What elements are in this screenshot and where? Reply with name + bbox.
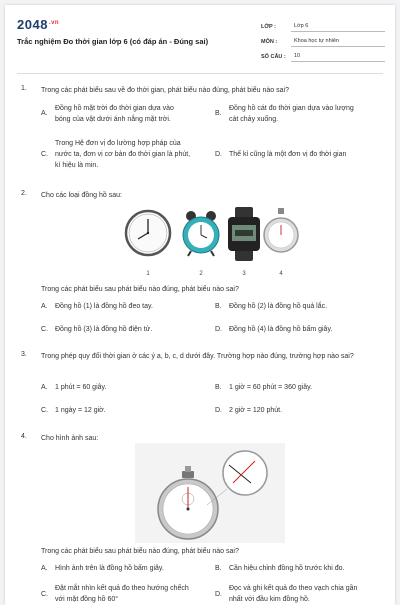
- option-text: 2 giờ = 120 phút.: [229, 407, 283, 414]
- clock-label-4: 4: [279, 271, 283, 277]
- option-text: Đồng hồ (1) là đồng hồ đeo tay.: [55, 303, 153, 310]
- wall-clock-icon: [126, 211, 170, 255]
- option-letter: D.: [215, 591, 222, 598]
- clocks-image: [115, 203, 315, 281]
- option-text: [229, 103, 379, 125]
- option-text: [55, 103, 205, 125]
- option-line: cát chảy xuống.: [229, 116, 279, 123]
- option-text: 1 giờ = 60 phút = 360 giây.: [229, 384, 313, 391]
- question-text: Cho các loại đồng hồ sau:: [41, 192, 122, 199]
- clock-label-3: 3: [242, 271, 246, 277]
- option-letter: A.: [41, 303, 48, 310]
- logo-text: 2048: [17, 17, 48, 32]
- meta-row-subject: [261, 32, 385, 47]
- option-text: Hình ảnh trên là đồng hồ bấm giây.: [55, 565, 164, 572]
- question-number: 2.: [21, 190, 27, 197]
- option-line: nhất với đầu kim đồng hồ.: [229, 596, 310, 603]
- option-text: [229, 583, 379, 605]
- option-text: [55, 138, 215, 171]
- question-text: Trong các phát biểu sau phát biểu nào đúng, phát biểu nào sai?: [41, 286, 239, 293]
- option-line: Đặt mắt nhìn kết quả đo theo hướng chếch: [55, 585, 189, 592]
- option-text: [55, 583, 215, 605]
- option-line: nước ta, đơn vị cơ bản đo thời gian là phút,: [55, 151, 191, 158]
- option-line: Thế kỉ cũng là một đơn vị đo thời gian: [229, 151, 347, 158]
- option-line: Trong Hệ đơn vị đo lường hợp pháp của: [55, 140, 181, 147]
- question-text: Trong các phát biểu sau phát biểu nào đúng, phát biểu nào sai?: [41, 548, 239, 555]
- option-text: 1 ngày = 12 giờ.: [55, 407, 106, 414]
- meta-row-count: [261, 47, 385, 62]
- option-line: với mặt đồng hồ 60°: [55, 596, 119, 603]
- page-title: Trắc nghiệm Đo thời gian lớp 6 (có đáp án - Đúng sai): [17, 37, 209, 46]
- option-letter: A.: [41, 384, 48, 391]
- option-letter: C.: [41, 591, 48, 598]
- option-line: Đọc và ghi kết quả đo theo vạch chia gần: [229, 585, 358, 592]
- option-text: Đồng hồ (3) là đồng hồ điện tử.: [55, 326, 153, 333]
- question-number: 4.: [21, 433, 27, 440]
- header: [17, 17, 385, 69]
- option-text: Cần hiệu chỉnh đồng hồ trước khi đo.: [229, 565, 345, 572]
- site-logo[interactable]: [17, 17, 59, 32]
- header-divider: [17, 73, 383, 74]
- option-text: [229, 149, 379, 160]
- meta-label: MÔN :: [261, 39, 278, 45]
- option-line: bóng của vật dưới ánh nắng mặt trời.: [55, 116, 171, 123]
- stopwatch-icon: [264, 208, 298, 252]
- option-letter: C.: [41, 326, 48, 333]
- meta-value: Khoa học tự nhiên: [291, 38, 385, 47]
- option-line: Đồng hồ cát đo thời gian dựa vào lượng: [229, 105, 354, 112]
- option-line: kí hiệu là min.: [55, 162, 99, 169]
- question-text: Cho hình ảnh sau:: [41, 435, 99, 442]
- alarm-clock-icon: [183, 211, 219, 256]
- option-letter: A.: [41, 565, 48, 572]
- option-letter: A.: [41, 110, 48, 117]
- clock-label-1: 1: [146, 271, 150, 277]
- option-text: 1 phút = 60 giây.: [55, 384, 107, 391]
- meta-label: LỚP :: [261, 24, 276, 30]
- option-letter: B.: [215, 565, 222, 572]
- option-line: Đồng hồ mặt trời đo thời gian dựa vào: [55, 105, 174, 112]
- stopwatch-image: [135, 443, 285, 543]
- option-letter: B.: [215, 384, 222, 391]
- option-letter: D.: [215, 326, 222, 333]
- option-letter: D.: [215, 151, 222, 158]
- worksheet-page: [5, 5, 395, 605]
- question-text: Trong phép quy đổi thời gian ở các ý a, b, c, d dưới đây. Trường hợp nào đúng, trường hợp nào sai?: [41, 353, 354, 360]
- option-letter: B.: [215, 110, 222, 117]
- question-text: Trong các phát biểu sau về đo thời gian, phát biểu nào đúng, phát biểu nào sai?: [41, 87, 289, 94]
- meta-panel: [261, 17, 385, 62]
- option-letter: B.: [215, 303, 222, 310]
- option-letter: C.: [41, 151, 48, 158]
- logo-suffix: .vn: [48, 19, 60, 26]
- option-letter: D.: [215, 407, 222, 414]
- meta-label: SỐ CÂU :: [261, 54, 286, 60]
- question-number: 3.: [21, 351, 27, 358]
- meta-value: Lớp 6: [291, 23, 385, 32]
- meta-row-class: [261, 17, 385, 32]
- option-text: Đồng hồ (2) là đồng hồ quả lắc.: [229, 303, 328, 310]
- question-number: 1.: [21, 85, 27, 92]
- meta-value: 10: [291, 53, 385, 62]
- option-text: Đồng hồ (4) là đồng hồ bấm giây.: [229, 326, 333, 333]
- clock-label-2: 2: [199, 271, 203, 277]
- option-letter: C.: [41, 407, 48, 414]
- digital-watch-icon: [228, 207, 260, 261]
